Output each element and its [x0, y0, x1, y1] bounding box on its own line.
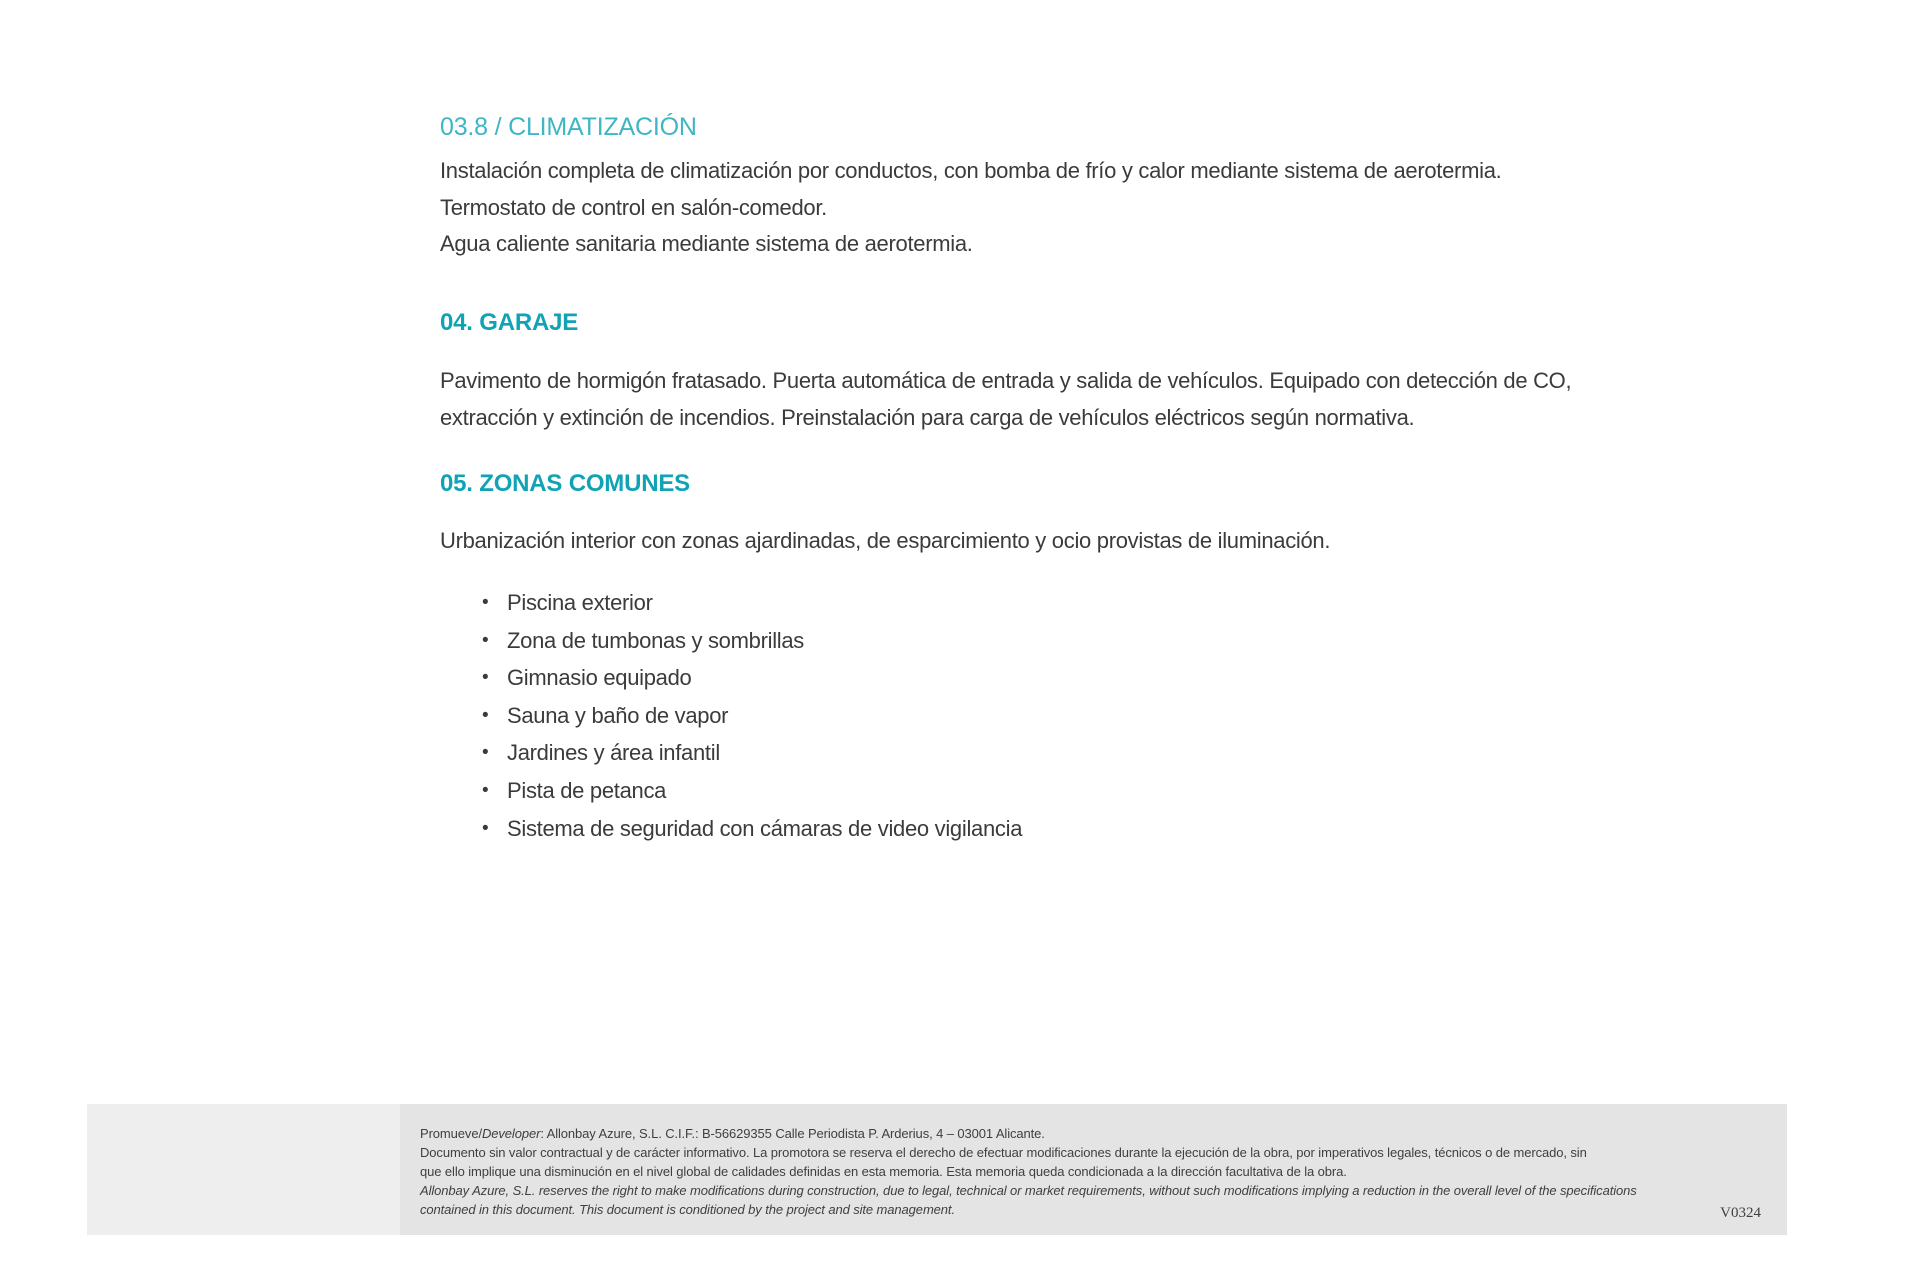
list-item: • Sauna y baño de vapor [440, 697, 1590, 735]
footer-legal-en-line2: contained in this document. This document is conditioned by the project and site management. [420, 1202, 955, 1217]
promoter-prefix: Promueve/ [420, 1126, 482, 1141]
section-heading-climatizacion: 03.8 / CLIMATIZACIÓN [440, 113, 697, 141]
footer-legal-text [420, 1124, 1637, 1219]
paragraph-climatizacion-2: Agua caliente sanitaria mediante sistema de aerotermia. [440, 231, 973, 256]
section-heading-garaje: 04. GARAJE [440, 309, 579, 336]
footer-legal-es-line2: que ello implique una disminución en el nivel global de calidades definidas en esta memoria. Esta memoria queda condicionada a la dirección facultativa de la obra. [420, 1164, 1347, 1179]
section-heading-zonas-comunes: 05. ZONAS COMUNES [440, 470, 690, 497]
footer-legal-bar [87, 1104, 1787, 1235]
paragraph-garaje: Pavimento de hormigón fratasado. Puerta automática de entrada y salida de vehículos. Equipado con detección de CO, extracción y extinción de incendios. Preinstalación para carga de vehículos eléctricos según normativa. [440, 368, 1572, 430]
promoter-developer-italic: Developer [481, 1126, 541, 1141]
footer-promoter-line [420, 1124, 1637, 1143]
footer-legal-en-line1: Allonbay Azure, S.L. reserves the right to make modifications during construction, due to legal, technical or market requirements, without such modifications implying a reduction in the overall level of the specifications [420, 1183, 1637, 1198]
amenities-bullet-list [440, 584, 1590, 847]
footer-legal-es-line1: Documento sin valor contractual y de carácter informativo. La promotora se reserva el derecho de efectuar modificaciones durante la ejecución de la obra, por imperativos legales, técnicos o de mercado, sin [420, 1145, 1587, 1160]
paragraph-zonas-comunes: Urbanización interior con zonas ajardinadas, de esparcimiento y ocio provistas de iluminación. [440, 528, 1331, 553]
footer-left-panel [87, 1104, 400, 1235]
list-item: • Jardines y área infantil [440, 734, 1590, 772]
list-item: • Piscina exterior [440, 584, 1590, 622]
list-item: • Zona de tumbonas y sombrillas [440, 622, 1590, 660]
list-item: • Pista de petanca [440, 772, 1590, 810]
list-item: • Sistema de seguridad con cámaras de video vigilancia [440, 810, 1590, 848]
list-item: • Gimnasio equipado [440, 659, 1590, 697]
document-version-label: V0324 [1720, 1205, 1761, 1221]
paragraph-climatizacion-1: Instalación completa de climatización por conductos, con bomba de frío y calor mediante sistema de aerotermia. Termostato de control en salón-comedor. [440, 158, 1502, 220]
promoter-rest: : Allonbay Azure, S.L. C.I.F.: B-56629355 Calle Periodista P. Arderius, 4 – 03001 Alicante. [540, 1126, 1045, 1141]
